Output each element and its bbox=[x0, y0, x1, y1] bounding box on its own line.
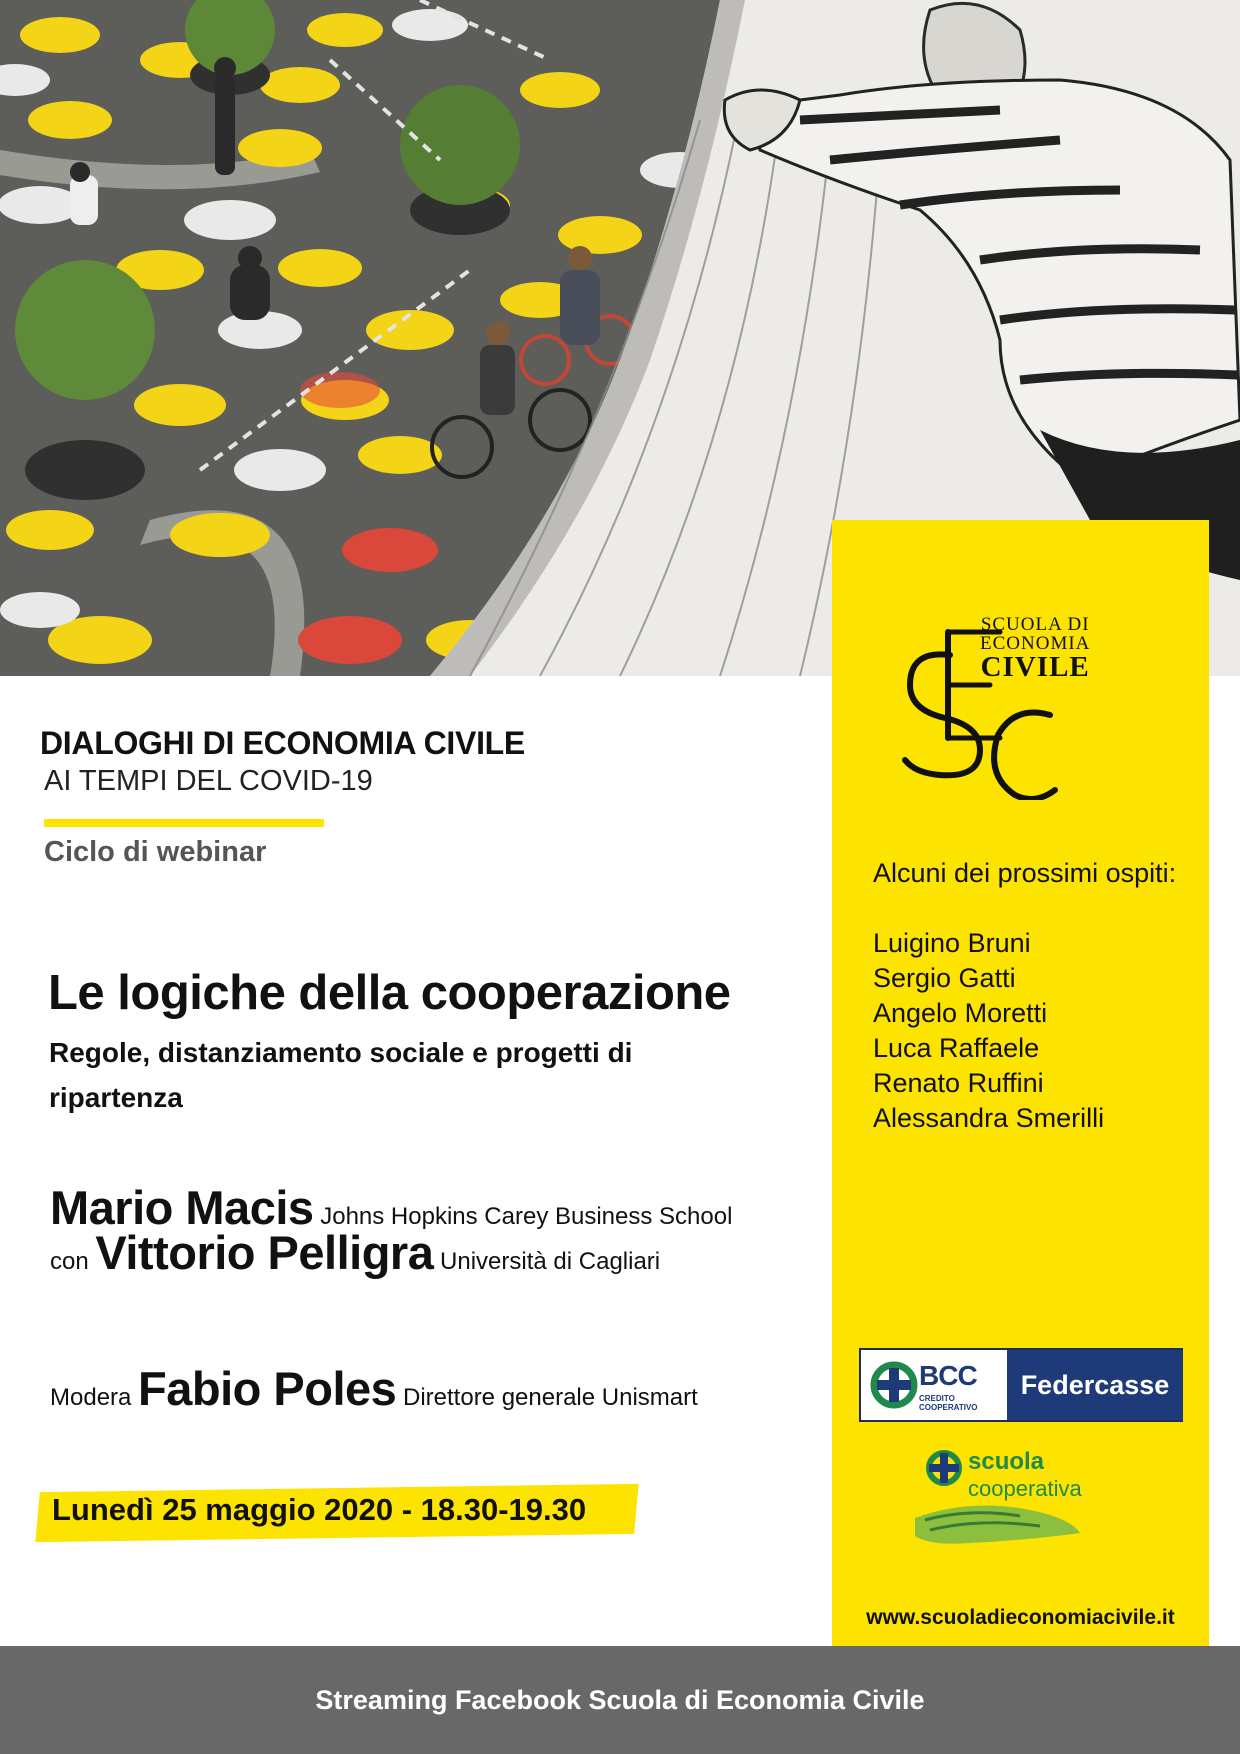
guest-item: Luca Raffaele bbox=[873, 1033, 1040, 1063]
coop-word-1: scuola bbox=[968, 1448, 1045, 1475]
logo-line-1: SCUOLA DI bbox=[980, 614, 1090, 635]
guest-item: Alessandra Smerilli bbox=[873, 1103, 1105, 1133]
guest-item: Sergio Gatti bbox=[873, 963, 1016, 993]
series-title: DIALOGHI DI ECONOMIA CIVILE bbox=[40, 725, 525, 761]
bcc-text: BCC bbox=[919, 1360, 977, 1391]
moderator bbox=[50, 1361, 698, 1416]
logo-line-3: CIVILE bbox=[980, 651, 1090, 683]
sec-logo-text bbox=[980, 615, 1090, 682]
moderator-affiliation: Direttore generale Unismart bbox=[403, 1384, 698, 1411]
federcasse-text: Federcasse bbox=[1007, 1350, 1183, 1420]
speaker-1-name: Mario Macis bbox=[50, 1181, 314, 1234]
bcc-subtext: CREDITO COOPERATIVO bbox=[919, 1394, 978, 1412]
yellow-divider bbox=[44, 819, 324, 827]
bcc-emblem-icon bbox=[867, 1358, 921, 1412]
speaker-2-name: Vittorio Pelligra bbox=[95, 1226, 434, 1279]
series-subtitle: AI TEMPI DEL COVID-19 bbox=[44, 765, 373, 797]
event-date: Lunedì 25 maggio 2020 - 18.30-19.30 bbox=[52, 1492, 587, 1527]
footer-bar bbox=[0, 1646, 1240, 1754]
guest-item: Angelo Moretti bbox=[873, 998, 1048, 1028]
guests-list bbox=[873, 926, 1104, 1136]
speaker-2-prefix: con bbox=[50, 1248, 89, 1275]
speaker-2 bbox=[50, 1225, 660, 1280]
coop-word-2: cooperativa bbox=[968, 1476, 1082, 1501]
event-subtitle-text: Regole, distanziamento sociale e progetti di ripartenza bbox=[49, 1037, 633, 1113]
event-subtitle bbox=[49, 1030, 729, 1120]
speaker-1-affiliation: Johns Hopkins Carey Business School bbox=[320, 1203, 733, 1230]
speaker-2-affiliation: Università di Cagliari bbox=[440, 1248, 661, 1275]
scuola-cooperativa-logo bbox=[910, 1448, 1110, 1558]
side-panel bbox=[832, 520, 1209, 1646]
event-title: Le logiche della cooperazione bbox=[48, 966, 731, 1020]
moderator-name: Fabio Poles bbox=[138, 1362, 397, 1415]
website-link[interactable]: www.scuoladieconomiacivile.it bbox=[866, 1606, 1175, 1629]
logo-line-2: ECONOMIA bbox=[980, 633, 1091, 654]
moderator-prefix: Modera bbox=[50, 1384, 132, 1411]
bcc-federcasse-logo bbox=[859, 1348, 1183, 1422]
guest-item: Luigino Bruni bbox=[873, 928, 1031, 958]
cycle-label: Ciclo di webinar bbox=[44, 836, 267, 868]
guests-title: Alcuni dei prossimi ospiti: bbox=[873, 858, 1177, 888]
bcc-block bbox=[861, 1350, 1007, 1420]
guest-item: Renato Ruffini bbox=[873, 1068, 1044, 1098]
footer-text: Streaming Facebook Scuola di Economia Civile bbox=[315, 1684, 925, 1715]
